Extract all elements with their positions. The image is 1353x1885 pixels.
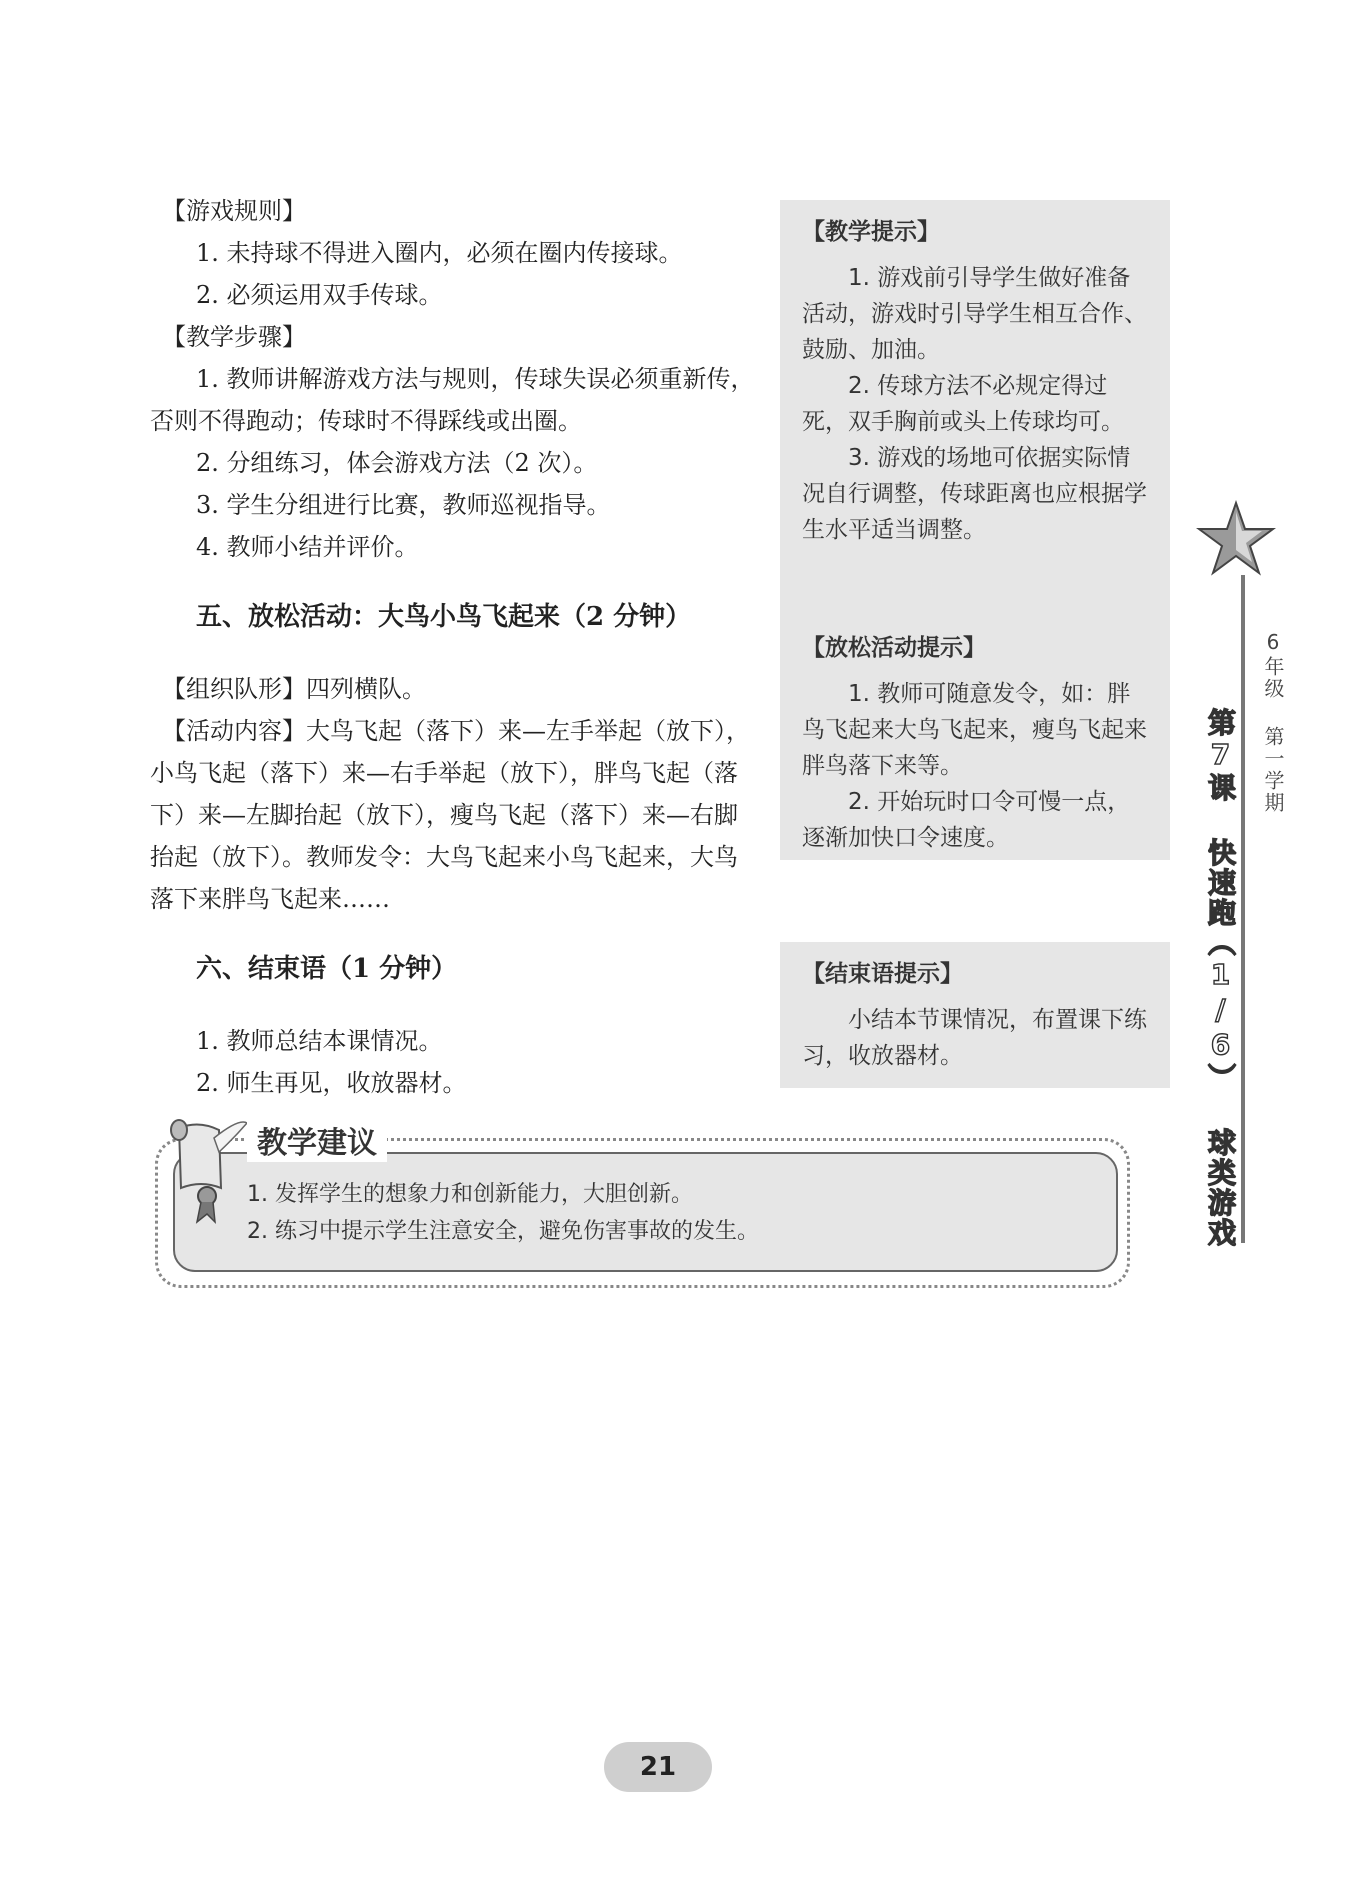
formation: 【组织队形】四列横队。	[162, 675, 426, 703]
step-1: 1. 教师讲解游戏方法与规则，传球失误必须重新传，否则不得跑动；传球时不得踩线或出圈。	[150, 365, 755, 435]
section-5-heading: 五、放松活动：大鸟小鸟飞起来（2 分钟）	[196, 602, 692, 632]
steps-title: 【教学步骤】	[162, 323, 306, 351]
step-2: 2. 分组练习，体会游戏方法（2 次）。	[196, 449, 598, 477]
teaching-tip-1: 1. 游戏前引导学生做好准备活动，游戏时引导学生相互合作、鼓励、加油。	[802, 265, 1147, 363]
step-3: 3. 学生分组进行比赛，教师巡视指导。	[196, 491, 611, 519]
page-number: 21	[604, 1742, 712, 1792]
main-text-column	[150, 190, 760, 1104]
advice-item-1: 1. 发挥学生的想象力和创新能力，大胆创新。	[247, 1182, 693, 1207]
rule-1: 1. 未持球不得进入圈内，必须在圈内传接球。	[196, 239, 683, 267]
relax-tip-box	[780, 610, 1170, 860]
relax-tip-1: 1. 教师可随意发令，如：胖鸟飞起来大鸟飞起来，瘦鸟飞起来胖鸟落下来等。	[802, 681, 1147, 779]
step-4: 4. 教师小结并评价。	[196, 533, 419, 561]
lesson-label: 第7课 快速跑（1/6） 球类游戏	[1204, 708, 1237, 1248]
relax-tip-2: 2. 开始玩时口令可慢一点，逐渐加快口令速度。	[802, 789, 1131, 851]
activity-content: 【活动内容】大鸟飞起（落下）来—左手举起（放下），小鸟飞起（落下）来—右手举起（放下），胖鸟飞起（落下）来—左脚抬起（放下），瘦鸟飞起（落下）来—右脚抬起（放下）。教师发令：大鸟飞起来小鸟飞起来，大鸟落下来胖鸟飞起来……	[150, 717, 750, 913]
end-1: 1. 教师总结本课情况。	[196, 1027, 443, 1055]
ending-tip-box	[780, 942, 1170, 1088]
grade-label: 6年级 第一学期	[1261, 630, 1285, 814]
rules-title: 【游戏规则】	[162, 197, 306, 225]
advice-item-2: 2. 练习中提示学生注意安全，避免伤害事故的发生。	[247, 1219, 759, 1244]
section-6-heading: 六、结束语（1 分钟）	[196, 954, 458, 984]
advice-panel	[155, 1118, 1135, 1288]
scroll-quill-icon	[159, 1118, 249, 1228]
teaching-tip-title: 【教学提示】	[802, 219, 940, 245]
advice-list	[247, 1176, 759, 1250]
ending-tip-title: 【结束语提示】	[802, 961, 963, 987]
sidebar-rule	[1241, 575, 1245, 1243]
teaching-tip-2: 2. 传球方法不必规定得过死，双手胸前或头上传球均可。	[802, 373, 1124, 435]
end-2: 2. 师生再见，收放器材。	[196, 1069, 467, 1097]
teaching-tip-box	[780, 200, 1170, 668]
star-icon	[1196, 500, 1276, 576]
ending-tip-1: 小结本节课情况，布置课下练习，收放器材。	[802, 1007, 1147, 1069]
advice-title: 教学建议	[247, 1118, 387, 1162]
relax-tip-title: 【放松活动提示】	[802, 635, 986, 661]
teaching-tip-3: 3. 游戏的场地可依据实际情况自行调整，传球距离也应根据学生水平适当调整。	[802, 445, 1147, 543]
rule-2: 2. 必须运用双手传球。	[196, 281, 443, 309]
